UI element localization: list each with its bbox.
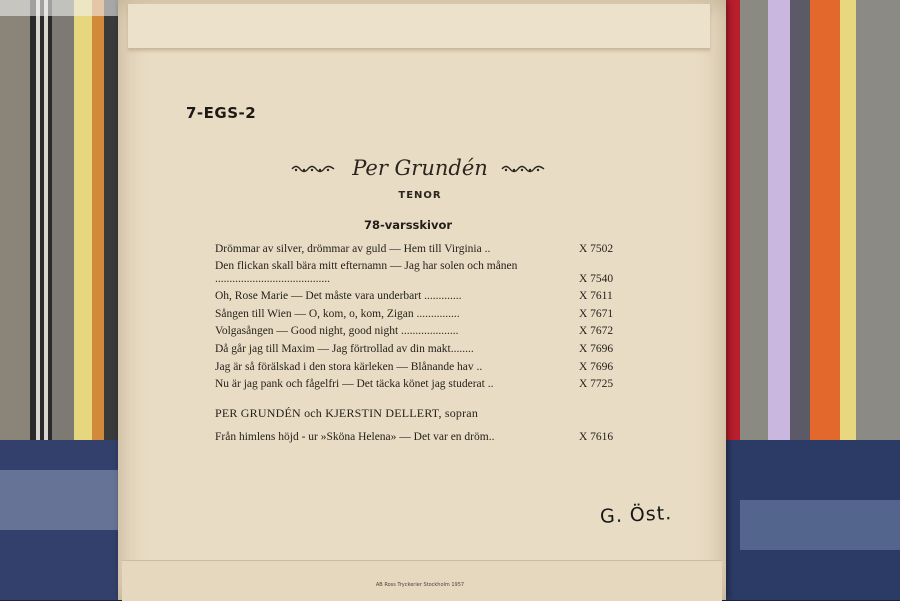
track-number: X 7502: [579, 242, 614, 255]
track-title: Oh, Rose Marie — Det måste vara underbart .............: [215, 290, 462, 303]
track-number: X 7611: [579, 290, 613, 303]
duet-heading: PER GRUNDÉN och KJERSTIN DELLERT, sopran: [215, 406, 479, 420]
track-title: Drömmar av silver, drömmar av guld — Hem till Virginia ..: [215, 242, 491, 255]
sleeve-top-flap: [128, 4, 710, 49]
right-ornament-icon: [500, 164, 546, 174]
track-row: [215, 426, 627, 444]
track-row: [215, 374, 627, 392]
track-title: Då går jag till Maxim — Jag förtrollad av din makt........: [215, 342, 474, 355]
track-row: [215, 356, 627, 374]
catalog-number: 7-EGS-2: [186, 104, 257, 122]
track-title: Nu är jag pank och fågelfri — Det täcka könet jag studerat ..: [215, 378, 494, 391]
track-row: [215, 303, 627, 321]
section-title: 78-varsskivor: [364, 218, 453, 232]
track-number: X 7540: [579, 272, 614, 285]
track-number: X 7725: [579, 378, 614, 391]
track-title: Från himlens höjd - ur »Sköna Helena» — Det var en dröm..: [215, 430, 495, 443]
track-row: [215, 286, 627, 304]
track-list: [215, 238, 627, 391]
sleeve-bottom-flap: [122, 560, 722, 601]
voice-type: TENOR: [398, 190, 442, 201]
handwritten-note: G. Öst.: [599, 502, 673, 528]
track-title: Volgasången — Good night, good night ....................: [215, 325, 459, 338]
track-row: [215, 256, 627, 286]
track-row: [215, 238, 627, 256]
track-row: [215, 338, 627, 356]
printer-credit: AB Ross Tryckerier Stockholm 1957: [375, 582, 465, 588]
track-number: X 7671: [579, 307, 614, 320]
track-title: Den flickan skall bära mitt efternamn — Jag har solen och månen ........................................: [215, 259, 518, 285]
track-title: Sången till Wien — O, kom, o, kom, Zigan ...............: [215, 307, 460, 320]
duet-track-list: [215, 426, 627, 444]
artist-name: Per Grundén: [352, 156, 488, 180]
track-number: X 7616: [579, 430, 614, 443]
track-title: Jag är så förälskad i den stora kärleken — Blånande hav ..: [215, 360, 483, 373]
track-number: X 7672: [579, 325, 614, 338]
track-number: X 7696: [579, 342, 614, 355]
track-row: [215, 321, 627, 339]
track-number: X 7696: [579, 360, 614, 373]
